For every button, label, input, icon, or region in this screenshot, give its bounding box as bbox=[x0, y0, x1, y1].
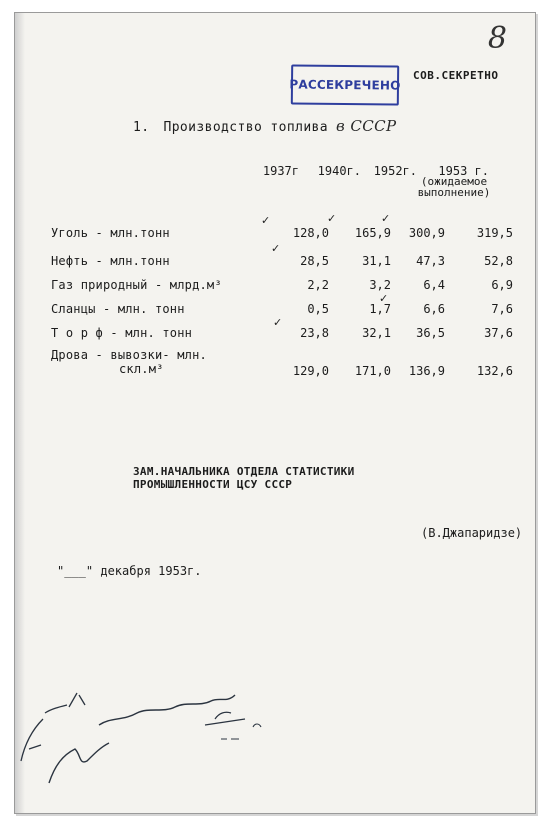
table-cell: 7,6 bbox=[491, 302, 513, 316]
table-cell: 28,5 bbox=[300, 254, 329, 268]
table-cell: 23,8 bbox=[300, 326, 329, 340]
handwritten-signature-left bbox=[49, 743, 109, 783]
handwritten-annotations bbox=[15, 13, 535, 813]
handwritten-date-mark bbox=[221, 724, 261, 739]
table-cell: 6,6 bbox=[423, 302, 445, 316]
table-cell: 36,5 bbox=[416, 326, 445, 340]
handwritten-signature-middle bbox=[99, 695, 235, 725]
handwritten-note-left bbox=[21, 693, 85, 761]
row-label-line2: скл.м³ bbox=[119, 362, 164, 376]
table-cell: 3,2 bbox=[369, 278, 391, 292]
table-cell: 6,9 bbox=[491, 278, 513, 292]
row-label-line1: Дрова - вывозки- млн. bbox=[51, 348, 207, 362]
table-cell: 129,0 bbox=[292, 364, 329, 378]
table-cell: 2,2 bbox=[307, 278, 329, 292]
row-label: Т о р ф - млн. тонн bbox=[51, 326, 193, 340]
table-cell: 52,8 bbox=[484, 254, 513, 268]
signatory-title-line1: ЗАМ.НАЧАЛЬНИКА ОТДЕЛА СТАТИСТИКИ bbox=[133, 465, 355, 478]
table-cell: 37,6 bbox=[484, 326, 513, 340]
page-number: 8 bbox=[487, 21, 507, 56]
signatory-title-line2: ПРОМЫШЛЕННОСТИ ЦСУ СССР bbox=[133, 478, 293, 491]
row-label: Газ природный - млрд.м³ bbox=[51, 278, 222, 292]
row-label: Уголь - млн.тонн bbox=[51, 226, 170, 240]
table-cell: 32,1 bbox=[362, 326, 391, 340]
row-label: Сланцы - млн. тонн bbox=[51, 302, 185, 316]
classification-mark: СОВ.СЕКРЕТНО bbox=[413, 69, 499, 82]
row-label: Нефть - млн.тонн bbox=[51, 254, 170, 268]
check-mark-icon: ✓ bbox=[273, 316, 283, 329]
table-cell: 300,9 bbox=[408, 226, 445, 240]
table-cell: 128,0 bbox=[292, 226, 329, 240]
check-mark-icon: ✓ bbox=[379, 292, 389, 305]
column-note-expected: (ожидаемое выполнение) bbox=[417, 175, 491, 199]
handwritten-date-mark bbox=[205, 712, 245, 725]
table-cell: 47,3 bbox=[416, 254, 445, 268]
declassified-stamp: РАССЕКРЕЧЕНО bbox=[291, 64, 399, 105]
check-mark-icon: ✓ bbox=[381, 212, 391, 225]
signatory-name: (В.Джапаридзе) bbox=[421, 526, 523, 540]
table-cell: 136,9 bbox=[408, 364, 445, 378]
column-header-1940: 1940г. bbox=[317, 164, 361, 178]
table-cell: 171,0 bbox=[354, 364, 391, 378]
table-cell: 6,4 bbox=[423, 278, 445, 292]
document-date: "___" декабря 1953г. bbox=[57, 564, 202, 578]
table-cell: 0,5 bbox=[307, 302, 329, 316]
check-mark-icon: ✓ bbox=[261, 214, 271, 227]
column-header-1952: 1952г. bbox=[373, 164, 417, 178]
check-mark-icon: ✓ bbox=[271, 242, 281, 255]
column-header-1953: 1953 г. bbox=[438, 164, 489, 178]
section-title-text: Производство топлива bbox=[163, 120, 329, 135]
section-number: 1. bbox=[133, 120, 150, 135]
document-page bbox=[14, 12, 536, 814]
table-cell: 1,7 bbox=[369, 302, 391, 316]
table-cell: 132,6 bbox=[476, 364, 513, 378]
table-cell: 31,1 bbox=[362, 254, 391, 268]
table-cell: 165,9 bbox=[354, 226, 391, 240]
handwritten-note: в СССР bbox=[336, 117, 397, 135]
column-header-1937: 1937г bbox=[262, 164, 299, 178]
table-cell: 319,5 bbox=[476, 226, 513, 240]
check-mark-icon: ✓ bbox=[327, 212, 337, 225]
